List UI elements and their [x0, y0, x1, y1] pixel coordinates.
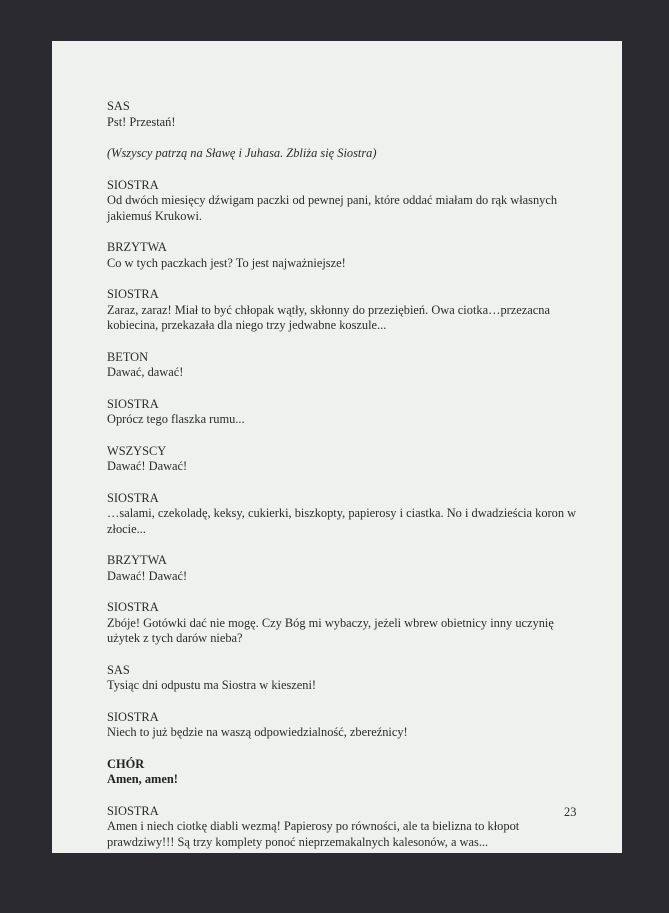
speaker-name: SIOSTRA — [107, 396, 159, 411]
dialogue-block — [107, 350, 577, 381]
dialogue-block — [107, 178, 577, 225]
document-page — [52, 41, 622, 896]
dialogue-line: Oprócz tego flaszka rumu... — [107, 412, 245, 426]
dialogue-line: Amen i niech ciotkę diabli wezmą! Papierosy po równości, ale ta bielizna to kłopot prawdziwy!!! Są trzy komplety ponoć nieprzemakalnych kalesonów, a was... — [107, 819, 520, 849]
dialogue-line: Zaraz, zaraz! Miał to być chłopak wątły, skłonny do przeziębień. Owa ciotka…przezacna kobiecina, przekazała dla niego trzy jedwabne koszule... — [107, 302, 550, 332]
speaker-name: SAS — [107, 662, 130, 677]
speaker-name: SIOSTRA — [107, 709, 159, 724]
speaker-name: BETON — [107, 349, 149, 364]
dialogue-block — [107, 397, 577, 428]
speaker-name: BRZYTWA — [107, 553, 167, 567]
speaker-name: BRZYTWA — [107, 240, 167, 254]
script-text — [107, 99, 577, 913]
dialogue-block — [107, 240, 577, 271]
dialogue-line: Co w tych paczkach jest? To jest najważniejsze! — [107, 255, 346, 270]
dialogue-line: Zbóje! Gotówki dać nie mogę. Czy Bóg mi wybaczy, jeżeli wbrew obietnicy inny uczynię użytek z tych darów nieba? — [107, 615, 554, 645]
speaker-name: SIOSTRA — [107, 177, 159, 192]
speaker-name: SIOSTRA — [107, 803, 159, 818]
page-number: 23 — [564, 805, 577, 819]
speaker-name: SIOSTRA — [107, 287, 159, 301]
dialogue-line: Tysiąc dni odpustu ma Siostra w kieszeni! — [107, 678, 317, 692]
dialogue-line: Osiemnastu! — [107, 881, 170, 896]
dialogue-block — [107, 491, 577, 538]
stage-direction: (Wszyscy patrzą na Sławę i Juhasa. Zbliża się Siostra) — [107, 146, 377, 160]
dialogue-block — [107, 553, 577, 584]
dialogue-block-chorus — [107, 757, 577, 788]
speaker-name: SAS — [107, 99, 130, 113]
dialogue-line: Od dwóch miesięcy dźwigam paczki od pewnej pani, które oddać miałam do rąk własnych jakiemuś Krukowi. — [107, 193, 558, 223]
dialogue-block — [107, 99, 577, 130]
speaker-name: WSZYSCY — [107, 443, 167, 458]
speaker-name: SIOSTRA — [107, 490, 159, 505]
speaker-name: BRZYTWA — [107, 866, 167, 880]
dialogue-block — [107, 866, 577, 897]
dialogue-line: Dawać, dawać! — [107, 365, 184, 379]
dialogue-block — [107, 804, 577, 851]
dialogue-line: …salami, czekoladę, keksy, cukierki, biszkopty, papierosy i ciastka. No i dwadzieścia koron w złocie... — [107, 506, 577, 536]
dialogue-block — [107, 287, 577, 334]
dialogue-block — [107, 710, 577, 741]
dialogue-line: Dawać! Dawać! — [107, 568, 188, 583]
dialogue-line: Niech to już będzie na waszą odpowiedzialność, zbereźnicy! — [107, 725, 408, 739]
dialogue-line: Pst! Przestań! — [107, 114, 176, 129]
dialogue-block — [107, 663, 577, 694]
speaker-name: SIOSTRA — [107, 600, 159, 614]
dialogue-line: Dawać! Dawać! — [107, 459, 188, 473]
dialogue-block — [107, 600, 577, 647]
dialogue-line: Amen, amen! — [107, 772, 178, 786]
dialogue-block — [107, 444, 577, 475]
speaker-name: CHÓR — [107, 756, 145, 771]
